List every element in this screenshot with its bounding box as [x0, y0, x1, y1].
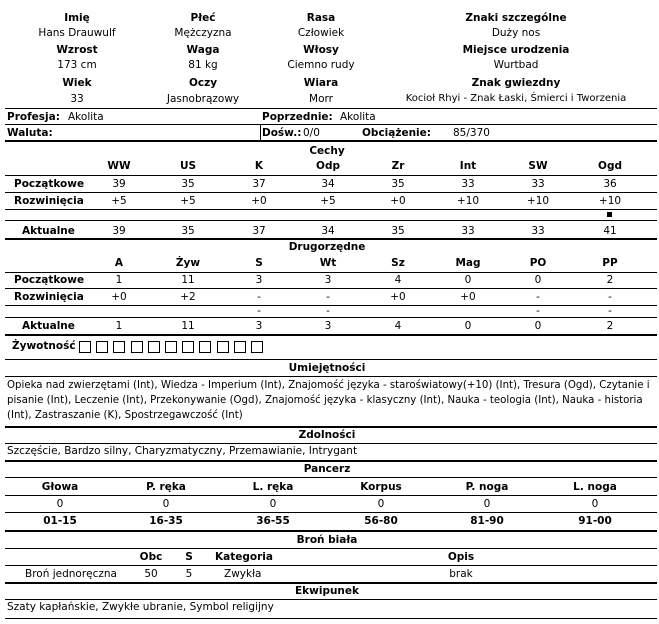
table-cell: - — [257, 291, 261, 303]
wound-box[interactable] — [182, 341, 194, 353]
table-cell: +5 — [180, 195, 196, 207]
table-cell: +5 — [320, 195, 336, 207]
identity-value-marks: Duży nos — [491, 27, 541, 39]
section-divider — [5, 530, 657, 532]
section-title-skills: Umiejętności — [288, 362, 366, 374]
identity-value-star-sign: Kocioł Rhyi - Znak Łaski, Śmierci i Tworzenia — [405, 93, 627, 104]
row-label: Rozwinięcia — [14, 195, 84, 207]
section-title-talents: Zdolności — [298, 429, 356, 441]
divider — [5, 220, 657, 221]
section-title-secondary: Drugorzędne — [288, 241, 366, 253]
table-cell: - — [257, 305, 261, 317]
row-label: Początkowe — [14, 178, 85, 190]
column-header: WW — [107, 160, 131, 172]
table-cell: 33 — [461, 178, 475, 190]
table-cell: 0 — [464, 320, 472, 332]
identity-label-name: Imię — [64, 12, 90, 24]
armor-location: L. ręka — [252, 481, 294, 493]
table-cell: 35 — [391, 225, 405, 237]
weapon-category: Zwykła — [224, 568, 262, 580]
table-cell: - — [536, 305, 540, 317]
identity-value-height: 173 cm — [57, 59, 97, 71]
column-header: K — [254, 160, 264, 172]
table-cell: +10 — [598, 195, 622, 207]
divider — [5, 512, 657, 513]
identity-value-eyes: Jasnobrązowy — [166, 93, 240, 105]
divider — [5, 495, 657, 496]
table-cell: +2 — [180, 291, 196, 303]
identity-label-age: Wiek — [62, 77, 92, 89]
column-header: S — [255, 257, 263, 269]
experience-value: 0/0 — [303, 127, 320, 139]
table-cell: - — [326, 291, 330, 303]
identity-value-sex: Mężczyzna — [174, 27, 232, 39]
column-header: Zr — [391, 160, 405, 172]
column-header: Wt — [319, 257, 337, 269]
table-cell: 34 — [321, 225, 335, 237]
wound-box[interactable] — [165, 341, 177, 353]
previous-career-value: Akolita — [340, 111, 376, 123]
column-header: Int — [459, 160, 477, 172]
armor-hit-range: 91-00 — [578, 515, 612, 527]
column-header: US — [179, 160, 197, 172]
table-cell: 4 — [394, 320, 402, 332]
table-cell: 1 — [115, 320, 123, 332]
divider — [5, 175, 657, 176]
column-header: PO — [529, 257, 547, 269]
identity-label-hair: Włosy — [303, 44, 339, 56]
profession-value: Akolita — [68, 111, 104, 123]
column-header: Kategoria — [215, 551, 273, 563]
table-cell: 35 — [181, 225, 195, 237]
divider — [5, 565, 657, 566]
table-cell: 0 — [464, 274, 472, 286]
identity-value-birthplace: Wurtbad — [493, 59, 539, 71]
identity-value-race: Człowiek — [297, 27, 345, 39]
identity-label-star-sign: Znak gwiezdny — [471, 77, 561, 89]
section-title-primary: Cechy — [309, 145, 345, 157]
armor-value: 0 — [56, 498, 64, 510]
table-cell: - — [608, 305, 612, 317]
table-cell: 3 — [324, 320, 332, 332]
table-cell: 2 — [606, 274, 614, 286]
currency-label: Waluta: — [7, 127, 53, 139]
load-value: 85/370 — [453, 127, 490, 139]
table-cell: 0 — [534, 274, 542, 286]
table-cell: 4 — [394, 274, 402, 286]
divider — [260, 124, 261, 140]
column-header: A — [114, 257, 124, 269]
divider — [5, 124, 657, 125]
profession-label: Profesja: — [7, 111, 60, 123]
identity-label-faith: Wiara — [303, 77, 339, 89]
identity-value-faith: Morr — [309, 93, 333, 105]
table-cell: +0 — [460, 291, 476, 303]
wound-box[interactable] — [79, 341, 91, 353]
table-cell: +5 — [111, 195, 127, 207]
row-label: Aktualne — [22, 225, 75, 237]
wound-box[interactable] — [199, 341, 211, 353]
section-divider — [5, 238, 657, 240]
table-cell: 3 — [324, 274, 332, 286]
armor-hit-range: 01-15 — [43, 515, 77, 527]
divider — [5, 108, 657, 109]
armor-location: Korpus — [360, 481, 402, 493]
armor-location: Głowa — [41, 481, 79, 493]
table-cell: 37 — [252, 225, 266, 237]
wounds-label: Żywotność — [12, 340, 76, 352]
table-cell: 11 — [181, 274, 195, 286]
row-label: Rozwinięcia — [14, 291, 84, 303]
identity-value-hair: Ciemno rudy — [287, 59, 355, 71]
divider — [5, 443, 657, 444]
table-cell: - — [326, 305, 330, 317]
section-divider — [5, 460, 657, 462]
identity-label-race: Rasa — [306, 12, 336, 24]
armor-hit-range: 81-90 — [470, 515, 504, 527]
section-title-equipment: Ekwipunek — [294, 585, 360, 597]
divider — [5, 317, 657, 318]
wound-box[interactable] — [251, 341, 263, 353]
identity-value-name: Hans Drauwulf — [38, 27, 116, 39]
column-header: Odp — [316, 160, 340, 172]
table-cell: 2 — [606, 320, 614, 332]
armor-value: 0 — [377, 498, 385, 510]
armor-value: 0 — [269, 498, 277, 510]
table-cell: 39 — [112, 225, 126, 237]
column-header: Ogd — [598, 160, 622, 172]
equipment-list: Szaty kapłańskie, Zwykłe ubranie, Symbol religijny — [7, 601, 274, 613]
weapon-name: Broń jednoręczna — [25, 568, 117, 580]
armor-location: L. noga — [573, 481, 617, 493]
section-divider — [5, 426, 657, 428]
divider — [5, 477, 657, 478]
section-divider — [5, 582, 657, 584]
divider — [5, 618, 657, 619]
table-cell: +0 — [390, 291, 406, 303]
skills-list: Opieka nad zwierzętami (Int), Wiedza - Imperium (Int), Znajomość języka - staroświatowy(+10) (Int), Tresura (Ogd), Czytanie i pisanie (Int), Leczenie (Int), Przekonywanie (Ogd), Znajomość języka - klasyczny (Int), Nauka - teologia (Int), Nauka - historia (Int), Zastraszanie (K), Spostrzegawczość (Int) — [7, 380, 650, 421]
armor-value: 0 — [162, 498, 170, 510]
divider — [5, 599, 657, 600]
advance-marker-icon — [607, 212, 612, 217]
wound-box[interactable] — [217, 341, 229, 353]
identity-label-marks: Znaki szczególne — [465, 12, 567, 24]
column-header: SW — [528, 160, 548, 172]
table-cell: 35 — [391, 178, 405, 190]
table-cell: 41 — [603, 225, 617, 237]
table-cell: 0 — [534, 320, 542, 332]
table-cell: 36 — [603, 178, 617, 190]
divider — [5, 359, 657, 360]
divider — [5, 272, 657, 273]
armor-hit-range: 16-35 — [149, 515, 183, 527]
weapon-encumbrance: 50 — [144, 568, 158, 580]
table-cell: 33 — [531, 178, 545, 190]
divider — [5, 288, 657, 289]
experience-label: Dośw.: — [262, 127, 302, 139]
weapon-strength: 5 — [185, 568, 193, 580]
column-header: Żyw — [175, 257, 201, 269]
column-header: PP — [602, 257, 618, 269]
wound-box[interactable] — [96, 341, 108, 353]
divider — [5, 376, 657, 377]
row-label: Aktualne — [22, 320, 75, 332]
identity-value-age: 33 — [70, 93, 84, 105]
table-cell: 39 — [112, 178, 126, 190]
talents-list: Szczęście, Bardzo silny, Charyzmatyczny, Przemawianie, Intrygant — [7, 445, 358, 457]
wound-box[interactable] — [131, 341, 143, 353]
table-cell: 3 — [255, 320, 263, 332]
table-cell: 34 — [321, 178, 335, 190]
column-header: Opis — [447, 551, 475, 563]
section-title-armor: Pancerz — [303, 463, 351, 475]
table-cell: 37 — [252, 178, 266, 190]
identity-label-height: Wzrost — [56, 44, 98, 56]
identity-label-eyes: Oczy — [188, 77, 218, 89]
armor-location: P. ręka — [146, 481, 186, 493]
armor-hit-range: 56-80 — [364, 515, 398, 527]
row-label: Początkowe — [14, 274, 85, 286]
table-cell: 33 — [531, 225, 545, 237]
load-label: Obciążenie: — [362, 127, 431, 139]
section-divider — [5, 140, 657, 142]
column-header: Obc — [139, 551, 163, 563]
divider — [5, 209, 657, 210]
table-cell: +0 — [111, 291, 127, 303]
table-cell: +0 — [390, 195, 406, 207]
identity-label-weight: Waga — [186, 44, 220, 56]
table-cell: 35 — [181, 178, 195, 190]
armor-value: 0 — [591, 498, 599, 510]
identity-label-birthplace: Miejsce urodzenia — [462, 44, 570, 56]
table-cell: 1 — [115, 274, 123, 286]
table-cell: 33 — [461, 225, 475, 237]
previous-career-label: Poprzednie: — [262, 111, 333, 123]
section-title-melee: Broń biała — [296, 534, 358, 546]
divider — [5, 192, 657, 193]
table-cell: 11 — [181, 320, 195, 332]
armor-hit-range: 36-55 — [256, 515, 290, 527]
weapon-description: brak — [449, 568, 473, 580]
divider — [5, 548, 657, 549]
column-header: Mag — [455, 257, 481, 269]
table-cell: +10 — [456, 195, 480, 207]
identity-value-weight: 81 kg — [188, 59, 218, 71]
table-cell: +0 — [251, 195, 267, 207]
table-cell: 3 — [255, 274, 263, 286]
column-header: Sz — [391, 257, 405, 269]
table-cell: +10 — [526, 195, 550, 207]
armor-location: P. noga — [465, 481, 509, 493]
column-header: S — [185, 551, 193, 563]
armor-value: 0 — [483, 498, 491, 510]
section-divider — [5, 334, 657, 336]
identity-label-sex: Płeć — [190, 12, 216, 24]
wound-box[interactable] — [148, 341, 160, 353]
wound-box[interactable] — [113, 341, 125, 353]
wound-box[interactable] — [234, 341, 246, 353]
table-cell: - — [536, 291, 540, 303]
divider — [5, 305, 657, 306]
table-cell: - — [608, 291, 612, 303]
